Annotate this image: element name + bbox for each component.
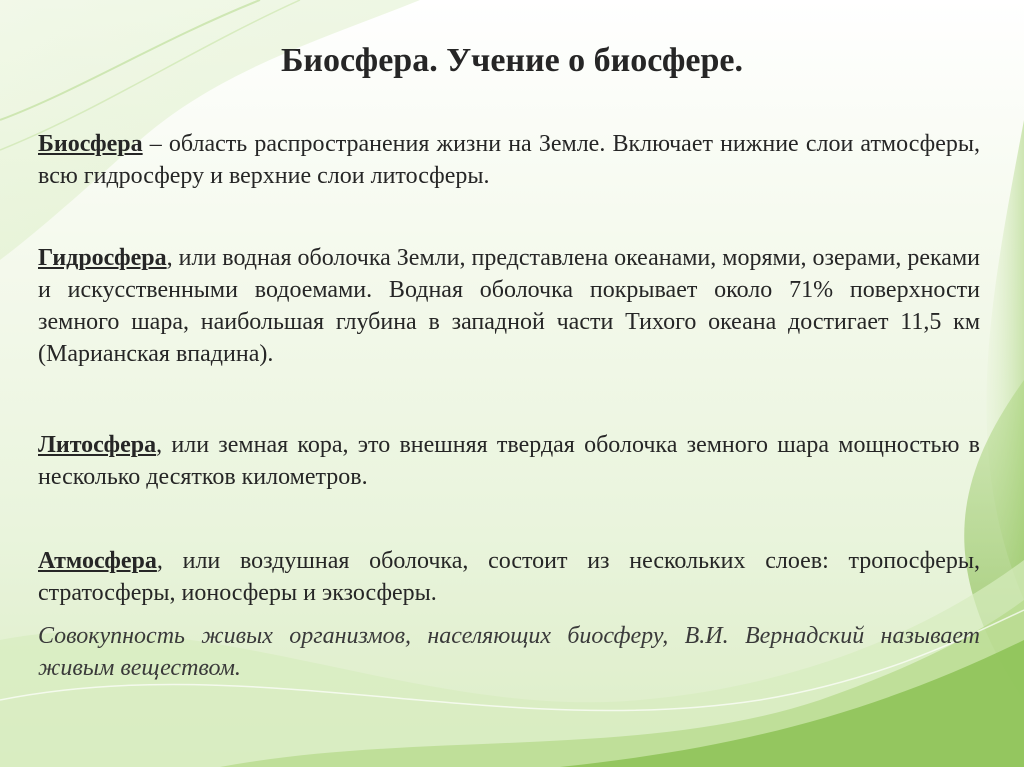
term-atmosphere: Атмосфера [38,548,157,574]
paragraph-hydrosphere-text: , или водная оболочка Земли, представлена океанами, морями, озерами, реками и искусственными водоемами. Водная оболочка покрывает около 71% поверхности земного шара, наибольшая глубина в западной части Тихого океана достигает 11,5 км (Марианская впадина). [38,245,980,367]
vernadsky-quote: Совокупность живых организмов, населяющих биосферу, В.И. Вернадский называет живым веществом. [38,623,980,681]
paragraph-biosphere-text: – область распространения жизни на Земле. Включает нижние слои атмосферы, всю гидросферу и верхние слои литосферы. [38,131,980,189]
paragraph-biosphere [38,128,980,192]
slide-title: Биосфера. Учение о биосфере. [280,42,744,79]
paragraph-lithosphere-text: , или земная кора, это внешняя твердая оболочка земного шара мощностью в несколько десятков километров. [38,432,980,490]
paragraph-atmosphere-text: , или воздушная оболочка, состоит из нескольких слоев: тропосферы, стратосферы, ионосферы и экзосферы. [38,548,980,606]
paragraph-atmosphere [38,545,980,609]
term-biosphere: Биосфера [38,131,143,157]
term-lithosphere: Литосфера [38,432,157,458]
paragraph-hydrosphere [38,242,980,370]
paragraph-lithosphere [38,429,980,493]
term-hydrosphere: Гидросфера [38,245,167,271]
